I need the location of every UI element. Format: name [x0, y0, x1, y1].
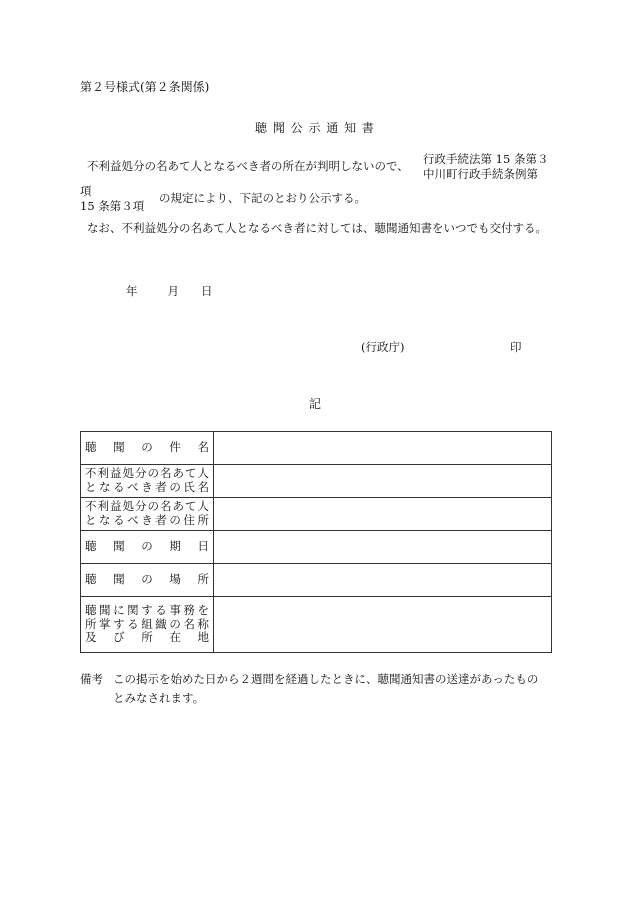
table-row-value	[214, 564, 552, 597]
table-row	[81, 498, 552, 531]
table-row-label: 聴 聞 の 件 名	[81, 432, 214, 465]
paragraph1-law-line1: 行政手続法第 15 条第３	[423, 152, 549, 166]
issuer-seal: 印	[510, 340, 522, 354]
table-row-label: 聴聞に関する事務を 所掌する組織の名称 及 び 所 在 地	[81, 597, 214, 653]
table-row-value	[214, 432, 552, 465]
date-month: 月	[167, 284, 179, 298]
remarks-line1: この掲示を始めた日から２週間を経過したときに、聴聞通知書の送達があったもの	[113, 672, 539, 686]
paragraph1-part-b: 項	[80, 184, 92, 198]
date-day: 日	[201, 284, 213, 298]
paragraph2: なお、不利益処分の名あて人となるべき者に対しては、聴聞通知書をいつでも交付する。	[87, 221, 547, 235]
paragraph1-part-d: 15 条第３項	[80, 199, 145, 213]
table-row	[81, 465, 552, 498]
table-row	[81, 432, 552, 465]
table-row	[81, 564, 552, 597]
form-number-label: 第２号様式(第２条関係)	[80, 80, 210, 94]
table-row-value	[214, 498, 552, 531]
remarks-label: 備考	[80, 672, 103, 686]
table-row-label: 不利益処分の名あて人 となるべき者の住所	[81, 498, 214, 531]
issuer-office: (行政庁)	[361, 340, 405, 354]
paragraph1-part-a: 不利益処分の名あて人となるべき者の所在が判明しないので、	[87, 159, 409, 173]
table-row-value	[214, 597, 552, 653]
notice-table	[80, 431, 552, 653]
date-line	[126, 285, 213, 299]
paragraph1-part-c: の規定により、下記のとおり公示する。	[159, 191, 366, 205]
paragraph1-law-line2: 中川町行政手続条例第	[423, 167, 538, 181]
table-row-label: 不利益処分の名あて人 となるべき者の氏名	[81, 465, 214, 498]
table-row	[81, 531, 552, 564]
date-year: 年	[126, 284, 138, 298]
table-row-label: 聴 聞 の 期 日	[81, 531, 214, 564]
table-row-value	[214, 531, 552, 564]
table-row-value	[214, 465, 552, 498]
ki-heading: 記	[308, 397, 321, 411]
table-row-label: 聴 聞 の 場 所	[81, 564, 214, 597]
table-row	[81, 597, 552, 653]
remarks-line2: とみなされます。	[113, 691, 205, 705]
document-title: 聴 聞 公 示 通 知 書	[255, 121, 375, 135]
